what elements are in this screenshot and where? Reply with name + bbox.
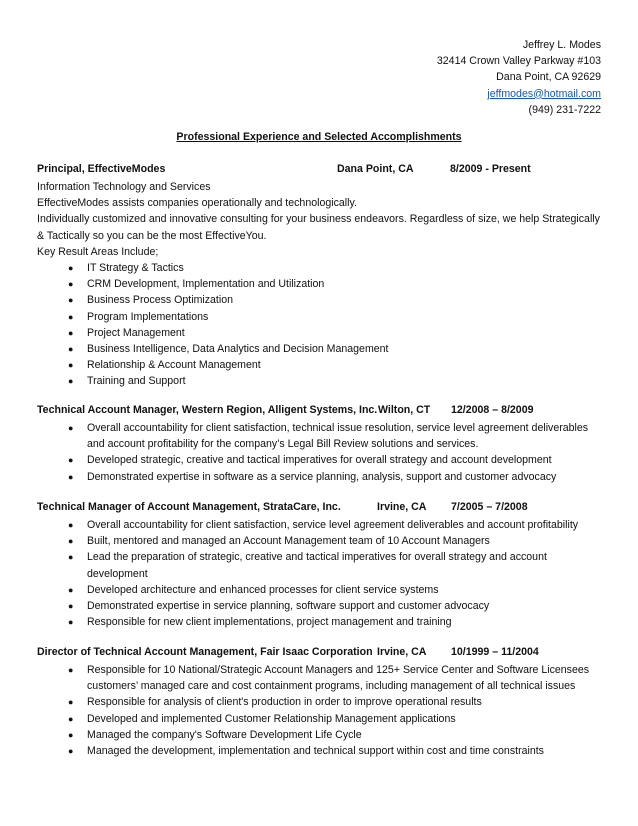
job-dates: 12/2008 – 8/2009 — [451, 404, 534, 416]
job-description-line: Key Result Areas Include; — [37, 245, 159, 258]
list-item: ● Business Intelligence, Data Analytics and Decision Management — [37, 341, 602, 357]
list-item: ● Developed strategic, creative and tactical imperatives for overall strategy and account development — [37, 452, 602, 468]
job-entry-alligent — [37, 404, 602, 485]
contact-phone: (949) 231-7222 — [528, 103, 601, 116]
job-location: Dana Point, CA — [337, 163, 414, 175]
job-location: Irvine, CA — [377, 646, 427, 658]
job-bullets — [37, 517, 602, 630]
list-item: ● Responsible for new client implementations, project management and training — [37, 614, 602, 630]
list-item: ● Responsible for 10 National/Strategic Account Managers and 125+ Service Center and Software Licensees customers’ managed care and cost containment programs, including management of all technical issues — [37, 662, 602, 694]
list-item: ● Overall accountability for client satisfaction, technical issue resolution, service level agreement deliverables and account profitability for the company’s Legal Bill Review solutions and services. — [37, 420, 602, 452]
contact-city: Dana Point, CA 92629 — [496, 71, 601, 84]
list-item: ● Responsible for analysis of client's production in order to improve operational results — [37, 694, 602, 710]
list-item: ● Managed the company's Software Development Life Cycle — [37, 727, 602, 743]
list-item: ● Business Process Optimization — [37, 292, 602, 308]
contact-block — [437, 37, 601, 118]
job-description-line: Information Technology and Services — [37, 181, 211, 193]
list-item: ● Relationship & Account Management — [37, 357, 602, 373]
job-header — [37, 646, 602, 662]
job-description-line: EffectiveModes assists companies operationally and technologically. — [37, 197, 357, 210]
job-bullets — [37, 662, 602, 759]
job-dates: 8/2009 - Present — [450, 163, 531, 175]
list-item: ● Program Implementations — [37, 309, 602, 325]
job-title: Technical Account Manager, Western Region, Alligent Systems, Inc. — [37, 404, 378, 416]
job-title: Director of Technical Account Management, Fair Isaac Corporation — [37, 646, 373, 658]
section-title: Professional Experience and Selected Accomplishments — [176, 131, 462, 143]
list-item: ● Managed the development, implementation and technical support within cost and time constraints — [37, 743, 602, 759]
job-dates: 7/2005 – 7/2008 — [451, 501, 528, 513]
contact-name: Jeffrey L. Modes — [522, 39, 601, 51]
job-header — [37, 163, 602, 179]
list-item: ● Developed and implemented Customer Relationship Management applications — [37, 711, 602, 727]
job-entry-stratacare — [37, 501, 602, 630]
list-item: ● Built, mentored and managed an Account Management team of 10 Account Managers — [37, 533, 602, 549]
job-location: Wilton, CT — [378, 404, 431, 416]
job-header — [37, 404, 602, 420]
key-result-areas-list — [37, 260, 602, 390]
job-location: Irvine, CA — [377, 501, 427, 513]
job-dates: 10/1999 – 11/2004 — [451, 646, 539, 658]
list-item: ● Lead the preparation of strategic, creative and tactical imperatives for overall strategy and account development — [37, 549, 602, 581]
contact-street: 32414 Crown Valley Parkway #103 — [436, 55, 601, 68]
job-title: Technical Manager of Account Management, StrataCare, Inc. — [37, 501, 341, 513]
list-item: ● Overall accountability for client satisfaction, service level agreement deliverables and account profitability — [37, 517, 602, 533]
list-item: ● Training and Support — [37, 373, 602, 389]
job-entry-effectivemodes — [37, 163, 602, 390]
list-item: ● Demonstrated expertise in software as a service planning, analysis, support and customer advocacy — [37, 469, 602, 485]
list-item: ● Project Management — [37, 325, 602, 341]
job-description-line: Individually customized and innovative consulting for your business endeavors. Regardless of size, we help Strategically & Tactically so you can be the most EffectiveYou. — [37, 213, 600, 242]
job-title: Principal, EffectiveModes — [37, 163, 166, 175]
job-header — [37, 501, 602, 517]
list-item: ● Demonstrated expertise in service planning, software support and customer advocacy — [37, 598, 602, 614]
list-item: ● Developed architecture and enhanced processes for client service systems — [37, 582, 602, 598]
job-header-underline-fill — [37, 163, 338, 177]
job-entry-fair-isaac — [37, 646, 602, 759]
contact-email-link[interactable]: jeffmodes@hotmail.com — [487, 87, 601, 100]
list-item: ● IT Strategy & Tactics — [37, 260, 602, 276]
job-bullets — [37, 420, 602, 485]
list-item: ● CRM Development, Implementation and Utilization — [37, 276, 602, 292]
